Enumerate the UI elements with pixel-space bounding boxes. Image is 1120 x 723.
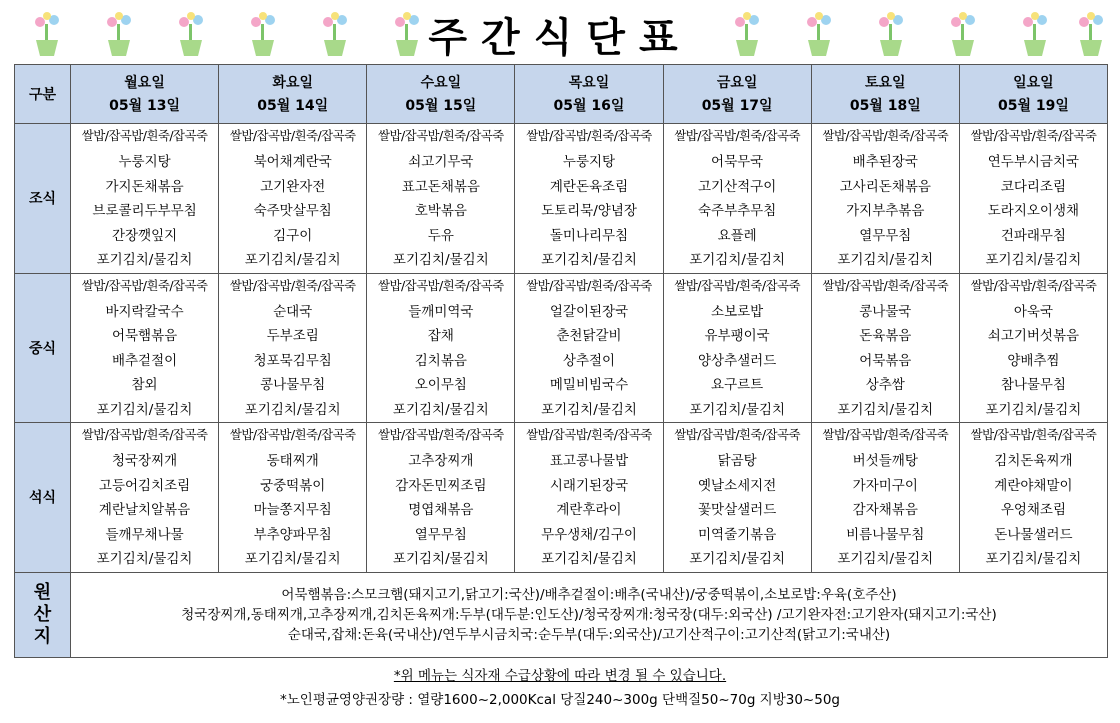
menu-item: 고사리돈채볶음 bbox=[839, 178, 931, 195]
menu-item: 쌀밥/잡곡밥/흰죽/잡곡죽 bbox=[378, 128, 504, 143]
menu-item: 쌀밥/잡곡밥/흰죽/잡곡죽 bbox=[674, 128, 800, 143]
menu-item: 호박볶음 bbox=[414, 203, 467, 219]
menu-item: 비름나물무침 bbox=[846, 526, 925, 543]
day-header bbox=[367, 65, 515, 124]
meal-label: 석식 bbox=[15, 423, 71, 573]
menu-item: 고기산적구이 bbox=[698, 178, 777, 195]
menu-item: 참외 bbox=[131, 377, 158, 393]
day-header bbox=[811, 65, 959, 124]
menu-cell bbox=[959, 124, 1107, 274]
menu-cell bbox=[515, 124, 663, 274]
meal-row-dinner bbox=[15, 423, 1108, 573]
menu-cell bbox=[71, 273, 219, 423]
day-date: 05월 17일 bbox=[701, 98, 773, 114]
menu-item: 궁중떡볶이 bbox=[260, 477, 326, 494]
menu-item: 건파래무침 bbox=[1000, 227, 1067, 244]
menu-item: 가자미구이 bbox=[852, 477, 918, 494]
menu-item: 계란돈육조림 bbox=[549, 178, 629, 195]
menu-item: 가지돈채볶음 bbox=[105, 178, 184, 195]
menu-item: 요구르트 bbox=[711, 377, 764, 393]
menu-cell bbox=[515, 423, 663, 573]
menu-item: 쌀밥/잡곡밥/흰죽/잡곡죽 bbox=[229, 277, 356, 293]
menu-item: 쇠고기버섯볶음 bbox=[987, 328, 1080, 344]
menu-item: 쌀밥/잡곡밥/흰죽/잡곡죽 bbox=[526, 277, 652, 293]
menu-item: 포기김치/물김치 bbox=[985, 551, 1082, 567]
menu-item: 포기김치/물김치 bbox=[96, 401, 193, 418]
day-header bbox=[219, 65, 367, 124]
menu-item: 포기김치/물김치 bbox=[541, 551, 637, 567]
menu-cell bbox=[515, 273, 663, 423]
menu-item: 쌀밥/잡곡밥/흰죽/잡곡죽 bbox=[81, 277, 208, 293]
origin-line: 어묵햄볶음:스모크햄(돼지고기,닭고기:국산)/배추겉절이:배추(국내산)/궁중떡볶이,소보로밥:우육(호주산) bbox=[281, 586, 897, 603]
menu-item: 돈나물샐러드 bbox=[994, 526, 1073, 543]
menu-item: 포기김치/물김치 bbox=[392, 551, 489, 567]
origin-row bbox=[15, 572, 1108, 657]
weekly-menu-table bbox=[14, 64, 1108, 658]
day-name: 일요일 bbox=[1013, 75, 1054, 91]
menu-item: 순대국 bbox=[273, 303, 313, 320]
menu-item: 쌀밥/잡곡밥/흰죽/잡곡죽 bbox=[970, 427, 1097, 442]
menu-item: 포기김치/물김치 bbox=[96, 252, 193, 268]
menu-item: 쌀밥/잡곡밥/흰죽/잡곡죽 bbox=[229, 427, 356, 442]
menu-item: 코다리조림 bbox=[1000, 178, 1067, 195]
day-name: 화요일 bbox=[272, 75, 313, 91]
origin-line: 순대국,잡채:돈육(국내산)/연두부시금치국:순두부(대두:외국산)/고기산적구이:고기산적(닭고기:국내산) bbox=[287, 626, 891, 643]
menu-item: 계란날치알볶음 bbox=[98, 502, 191, 518]
meal-row-breakfast bbox=[15, 124, 1108, 274]
menu-item: 무우생채/김구이 bbox=[541, 526, 637, 543]
menu-item: 명엽채볶음 bbox=[408, 502, 474, 518]
menu-item: 바지락칼국수 bbox=[105, 303, 184, 320]
menu-item: 어묵볶음 bbox=[859, 352, 912, 369]
menu-item: 쌀밥/잡곡밥/흰죽/잡곡죽 bbox=[822, 427, 949, 442]
menu-cell bbox=[663, 124, 811, 274]
origin-label bbox=[15, 572, 71, 657]
menu-item: 춘천닭갈비 bbox=[556, 328, 622, 344]
menu-item: 쌀밥/잡곡밥/흰죽/잡곡죽 bbox=[822, 277, 949, 293]
menu-cell bbox=[219, 423, 367, 573]
menu-cell bbox=[811, 273, 959, 423]
menu-item: 쌀밥/잡곡밥/흰죽/잡곡죽 bbox=[674, 277, 800, 293]
menu-item: 쌀밥/잡곡밥/흰죽/잡곡죽 bbox=[526, 427, 652, 442]
menu-item: 포기김치/물김치 bbox=[392, 401, 489, 418]
menu-item: 김치돈육찌개 bbox=[994, 453, 1073, 469]
menu-item: 포기김치/물김치 bbox=[689, 401, 786, 418]
menu-item: 포기김치/물김치 bbox=[837, 551, 934, 567]
menu-item: 배추된장국 bbox=[852, 154, 918, 170]
menu-item: 아욱국 bbox=[1013, 303, 1053, 320]
menu-item: 양상추샐러드 bbox=[698, 352, 777, 369]
menu-item: 어묵무국 bbox=[711, 154, 764, 170]
menu-item: 어묵햄볶음 bbox=[111, 328, 178, 344]
menu-item: 쌀밥/잡곡밥/흰죽/잡곡죽 bbox=[674, 427, 800, 442]
menu-item: 오이무침 bbox=[414, 377, 467, 393]
menu-item: 표고콩나물밥 bbox=[549, 453, 629, 469]
menu-item: 동태찌개 bbox=[266, 453, 319, 469]
origin-label-text: 원산지 bbox=[33, 581, 52, 647]
menu-item: 열무무침 bbox=[859, 227, 912, 244]
row-label-header: 구분 bbox=[15, 65, 71, 124]
day-date: 05월 13일 bbox=[109, 98, 181, 114]
origin-cell bbox=[71, 572, 1108, 657]
menu-item: 꽃맛살샐러드 bbox=[698, 502, 777, 518]
menu-item: 옛날소세지전 bbox=[698, 477, 777, 494]
menu-item: 버섯들깨탕 bbox=[852, 453, 918, 469]
menu-item: 김구이 bbox=[273, 227, 313, 244]
menu-cell bbox=[811, 423, 959, 573]
menu-item: 포기김치/물김치 bbox=[244, 252, 341, 268]
page-title: 주간식단표 bbox=[428, 15, 692, 61]
menu-item: 상추쌈 bbox=[865, 377, 905, 393]
menu-item: 요플레 bbox=[717, 227, 757, 244]
menu-item: 포기김치/물김치 bbox=[541, 252, 637, 268]
day-name: 월요일 bbox=[124, 75, 165, 91]
menu-item: 콩나물무침 bbox=[260, 377, 326, 393]
menu-item: 가지부추볶음 bbox=[846, 203, 925, 219]
menu-item: 상추절이 bbox=[562, 352, 616, 369]
menu-item: 북어채계란국 bbox=[253, 154, 332, 170]
day-date: 05월 14일 bbox=[257, 98, 329, 114]
menu-item: 유부팽이국 bbox=[704, 328, 770, 344]
menu-item: 숙주맛살무침 bbox=[253, 203, 332, 219]
meal-label: 중식 bbox=[15, 273, 71, 423]
menu-item: 쌀밥/잡곡밥/흰죽/잡곡죽 bbox=[378, 427, 504, 442]
menu-item: 포기김치/물김치 bbox=[392, 252, 489, 268]
menu-item: 배추겉절이 bbox=[111, 352, 178, 369]
menu-item: 숙주부추무침 bbox=[698, 203, 777, 219]
day-date: 05월 15일 bbox=[405, 98, 477, 114]
day-header bbox=[959, 65, 1107, 124]
day-name: 목요일 bbox=[568, 75, 610, 91]
menu-item: 고추장찌개 bbox=[408, 453, 474, 469]
day-header bbox=[71, 65, 219, 124]
menu-item: 도라지오이생채 bbox=[987, 203, 1080, 219]
menu-item: 표고돈채볶음 bbox=[401, 178, 480, 195]
menu-cell bbox=[663, 423, 811, 573]
menu-item: 감자돈민찌조림 bbox=[395, 477, 487, 494]
menu-cell bbox=[71, 423, 219, 573]
meal-row-lunch bbox=[15, 273, 1108, 423]
menu-cell bbox=[367, 273, 515, 423]
menu-item: 쌀밥/잡곡밥/흰죽/잡곡죽 bbox=[81, 427, 208, 442]
menu-item: 쌀밥/잡곡밥/흰죽/잡곡죽 bbox=[970, 277, 1097, 293]
menu-item: 계란후라이 bbox=[556, 502, 622, 518]
menu-item: 포기김치/물김치 bbox=[96, 551, 193, 567]
menu-item: 두부조림 bbox=[266, 328, 319, 344]
menu-item: 우엉채조림 bbox=[1000, 502, 1067, 518]
menu-item: 계란야채말이 bbox=[994, 477, 1073, 494]
menu-item: 청포묵김무침 bbox=[253, 352, 332, 369]
menu-cell bbox=[71, 124, 219, 274]
day-date: 05월 18일 bbox=[849, 98, 921, 114]
menu-item: 쇠고기무국 bbox=[408, 154, 474, 170]
menu-item: 쌀밥/잡곡밥/흰죽/잡곡죽 bbox=[81, 128, 208, 143]
menu-cell bbox=[959, 423, 1107, 573]
menu-item: 포기김치/물김치 bbox=[985, 252, 1082, 268]
menu-item: 메밀비빔국수 bbox=[549, 377, 629, 393]
menu-item: 돌미나리무침 bbox=[549, 227, 629, 244]
menu-item: 청국장찌개 bbox=[111, 453, 178, 469]
day-date: 05월 16일 bbox=[553, 98, 625, 114]
menu-item: 포기김치/물김치 bbox=[244, 401, 341, 418]
menu-cell bbox=[219, 273, 367, 423]
menu-item: 연두부시금치국 bbox=[987, 154, 1080, 170]
menu-item: 미역줄기볶음 bbox=[698, 526, 777, 543]
menu-item: 잡채 bbox=[427, 328, 454, 344]
menu-item: 시래기된장국 bbox=[549, 477, 629, 494]
meal-label: 조식 bbox=[15, 124, 71, 274]
menu-item: 도토리묵/양념장 bbox=[541, 203, 637, 219]
menu-item: 양배추찜 bbox=[1007, 352, 1060, 369]
menu-item: 김치볶음 bbox=[414, 352, 467, 369]
menu-item: 감자채볶음 bbox=[852, 502, 918, 518]
menu-item: 마늘쫑지무침 bbox=[253, 502, 332, 518]
menu-item: 두유 bbox=[427, 227, 454, 244]
menu-item: 소보로밥 bbox=[711, 303, 764, 320]
menu-item: 고등어김치조림 bbox=[98, 477, 191, 494]
menu-cell bbox=[219, 124, 367, 274]
menu-item: 포기김치/물김치 bbox=[689, 551, 786, 567]
menu-item: 쌀밥/잡곡밥/흰죽/잡곡죽 bbox=[822, 128, 949, 143]
menu-item: 참나물무침 bbox=[1000, 377, 1067, 393]
nutrition-standard: *노인평균영양권장량 : 열량1600~2,000Kcal 당질240~300g 단백질50~70g 지방30~50g bbox=[280, 692, 840, 708]
menu-change-notice: *위 메뉴는 식자재 수급상황에 따라 변경 될 수 있습니다. bbox=[393, 668, 727, 684]
day-name: 수요일 bbox=[420, 75, 462, 91]
day-name: 토요일 bbox=[864, 75, 906, 91]
origin-line: 청국장찌개,동태찌개,고추장찌개,김치돈육찌개:두부(대두분:인도산)/청국장찌개:청국장(대두:외국산) /고기완자전:고기완자(돼지고기:국산) bbox=[181, 606, 997, 623]
menu-cell bbox=[367, 124, 515, 274]
menu-item: 콩나물국 bbox=[859, 303, 912, 320]
header-row bbox=[15, 65, 1108, 124]
menu-item: 열무무침 bbox=[414, 526, 467, 543]
day-header bbox=[515, 65, 663, 124]
menu-cell bbox=[367, 423, 515, 573]
menu-cell bbox=[959, 273, 1107, 423]
menu-item: 들깨무채나물 bbox=[105, 526, 184, 543]
menu-item: 간장깻잎지 bbox=[111, 227, 178, 244]
menu-item: 부추양파무침 bbox=[253, 526, 332, 543]
menu-item: 돈육볶음 bbox=[859, 328, 912, 344]
menu-item: 고기완자전 bbox=[260, 178, 326, 195]
menu-item: 누룽지탕 bbox=[118, 154, 171, 170]
menu-item: 포기김치/물김치 bbox=[985, 401, 1082, 418]
day-header bbox=[663, 65, 811, 124]
menu-item: 누룽지탕 bbox=[562, 154, 616, 170]
menu-item: 쌀밥/잡곡밥/흰죽/잡곡죽 bbox=[378, 277, 504, 293]
menu-item: 닭곰탕 bbox=[717, 453, 757, 469]
menu-item: 포기김치/물김치 bbox=[541, 401, 637, 418]
menu-item: 쌀밥/잡곡밥/흰죽/잡곡죽 bbox=[229, 128, 356, 143]
menu-item: 포기김치/물김치 bbox=[689, 252, 786, 268]
menu-item: 포기김치/물김치 bbox=[837, 401, 934, 418]
day-date: 05월 19일 bbox=[997, 98, 1069, 114]
day-name: 금요일 bbox=[716, 75, 758, 91]
menu-item: 포기김치/물김치 bbox=[244, 551, 341, 567]
menu-item: 얼갈이된장국 bbox=[549, 303, 629, 320]
menu-item: 포기김치/물김치 bbox=[837, 252, 934, 268]
menu-item: 들깨미역국 bbox=[408, 303, 474, 320]
menu-item: 쌀밥/잡곡밥/흰죽/잡곡죽 bbox=[526, 128, 652, 143]
menu-item: 쌀밥/잡곡밥/흰죽/잡곡죽 bbox=[970, 128, 1097, 143]
menu-item: 브로콜리두부무침 bbox=[92, 203, 197, 219]
menu-cell bbox=[663, 273, 811, 423]
menu-cell bbox=[811, 124, 959, 274]
